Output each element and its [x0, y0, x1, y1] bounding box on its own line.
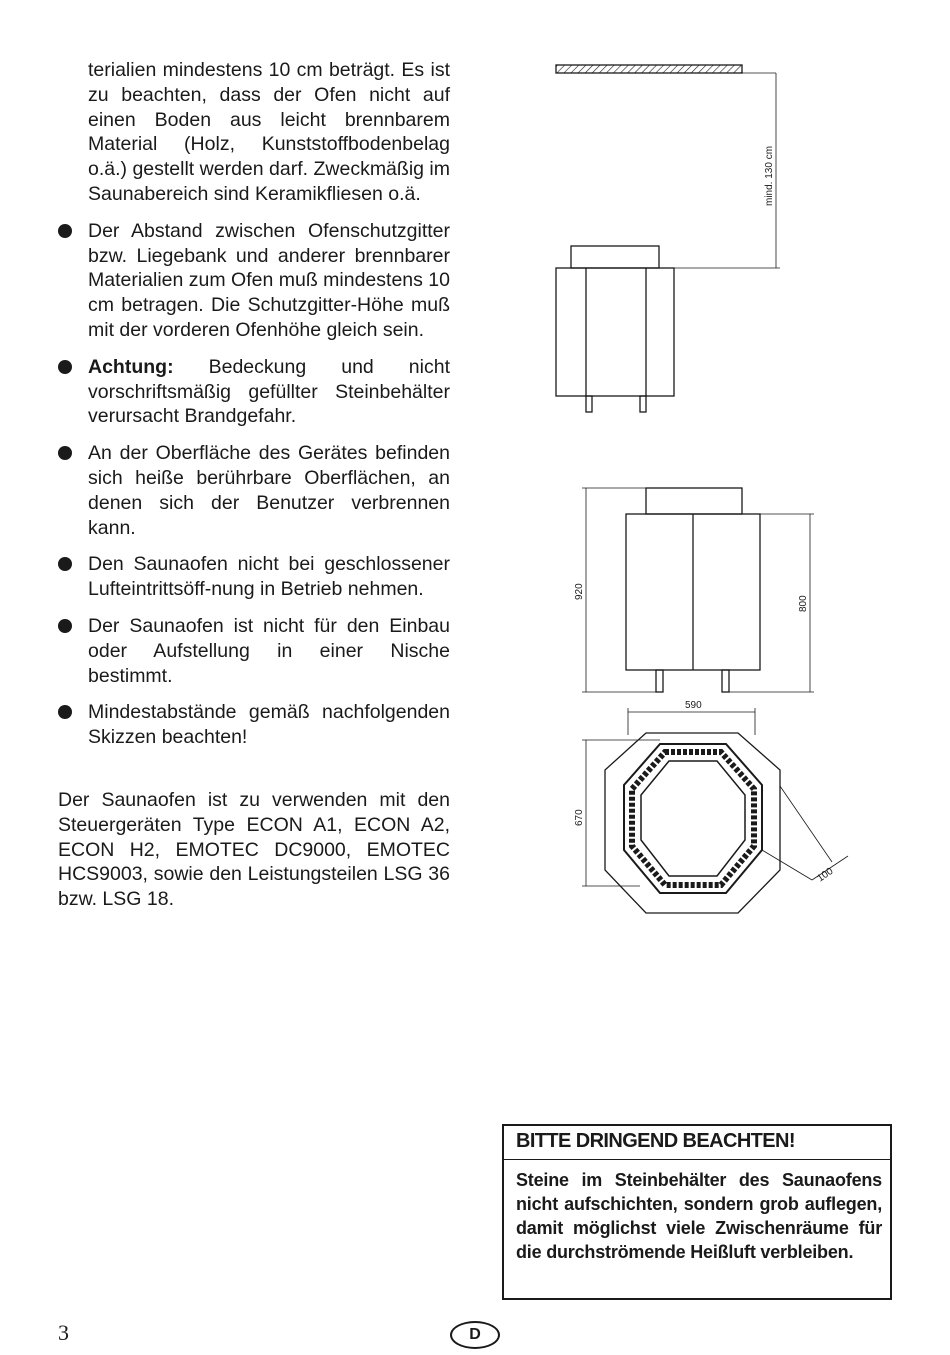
language-badge: D	[450, 1321, 500, 1349]
bullet-item-hot-surface	[58, 441, 450, 540]
stove-foot	[586, 396, 592, 412]
bullet-text: Mindestabstände gemäß nachfolgenden Skizzen beachten!	[88, 701, 450, 749]
height-body-label: 800	[798, 595, 809, 612]
ceiling-hatched-bar	[556, 65, 742, 73]
important-notice-box	[502, 1124, 892, 1300]
stone-container-bricks	[632, 752, 754, 885]
depth-label: 670	[574, 809, 585, 826]
bullet-dot-icon	[58, 557, 72, 571]
controller-compatibility-paragraph: Der Saunaofen ist zu verwenden mit den Steuergeräten Type ECON A1, ECON A2, ECON H2, EMOTEC DC9000, EMOTEC HCS9003, sowie den Leistungsteilen LSG 36 bzw. LSG 18.	[58, 788, 450, 911]
bullet-dot-icon	[58, 446, 72, 460]
front-foot	[722, 670, 729, 692]
intro-paragraph: terialien mindestens 10 cm beträgt. Es ist zu beachten, dass der Ofen nicht auf einen Boden aus leicht brennbarem Material (Holz, Kunststoffbodenbelag o.ä.) gestellt werden darf. Zweckmäßig im Saunabereich sind Keramikfliesen o.ä.	[88, 59, 450, 205]
bullet-item-niche	[58, 614, 450, 688]
stone-container-inner	[641, 761, 745, 876]
bullet-item-warning	[58, 355, 450, 429]
bullet-dot-icon	[58, 224, 72, 238]
notice-title: BITTE DRINGEND BEACHTEN!	[504, 1126, 890, 1160]
bullet-dot-icon	[58, 619, 72, 633]
bullet-bold: Achtung:	[88, 355, 174, 378]
stove-body	[556, 268, 674, 396]
width-label: 590	[685, 700, 702, 711]
bullet-item-distance	[58, 219, 450, 343]
side-clearance-line	[780, 786, 832, 862]
plan-view-hexagon	[582, 708, 848, 913]
front-view-dimensions	[582, 488, 814, 692]
side-clearance-line	[762, 850, 812, 880]
dimension-diagram	[540, 50, 870, 930]
front-top-lid	[646, 488, 742, 514]
height-total-label: 920	[574, 583, 585, 600]
stove-top-lid	[571, 246, 659, 268]
bullet-text: An der Oberfläche des Gerätes befinden sich heiße berührbare Oberflächen, an denen sich der Benutzer verbrennen kann.	[88, 442, 450, 539]
side-clearance-label: 100	[815, 865, 836, 885]
notice-body: Steine im Steinbehälter des Saunaofens nicht aufschichten, sondern grob auflegen, damit möglichst viele Zwischenräume für die durchströmende Heißluft verbleiben.	[516, 1170, 882, 1262]
instruction-text-column	[58, 58, 450, 912]
stone-container-outer	[624, 744, 762, 893]
bullet-text: Der Saunaofen ist nicht für den Einbau oder Aufstellung in einer Nische bestimmt.	[88, 614, 450, 687]
ceiling-clearance-label: mind. 130 cm	[764, 145, 775, 206]
page-number: 3	[58, 1320, 69, 1345]
front-foot	[656, 670, 663, 692]
bullet-item-min-distances	[58, 700, 450, 750]
bullet-text: Den Saunaofen nicht bei geschlossener Lufteintrittsöff-nung in Betrieb nehmen.	[88, 553, 450, 601]
stove-foot	[640, 396, 646, 412]
side-view-ceiling-clearance	[556, 65, 780, 412]
bullet-dot-icon	[58, 705, 72, 719]
bullet-item-air-inlet	[58, 552, 450, 602]
bullet-text: Der Abstand zwischen Ofenschutzgitter bzw. Liegebank und anderer brennbarer Materialien zum Ofen muß mindestens 10 cm betragen. Die Schutzgitter-Höhe muß mit der vorderen Ofenhöhe gleich sein.	[88, 219, 450, 341]
bullet-text: Bedeckung und nicht vorschriftsmäßig gefüllter Steinbehälter verursacht Brandgefahr.	[88, 355, 450, 428]
bullet-dot-icon	[58, 360, 72, 374]
